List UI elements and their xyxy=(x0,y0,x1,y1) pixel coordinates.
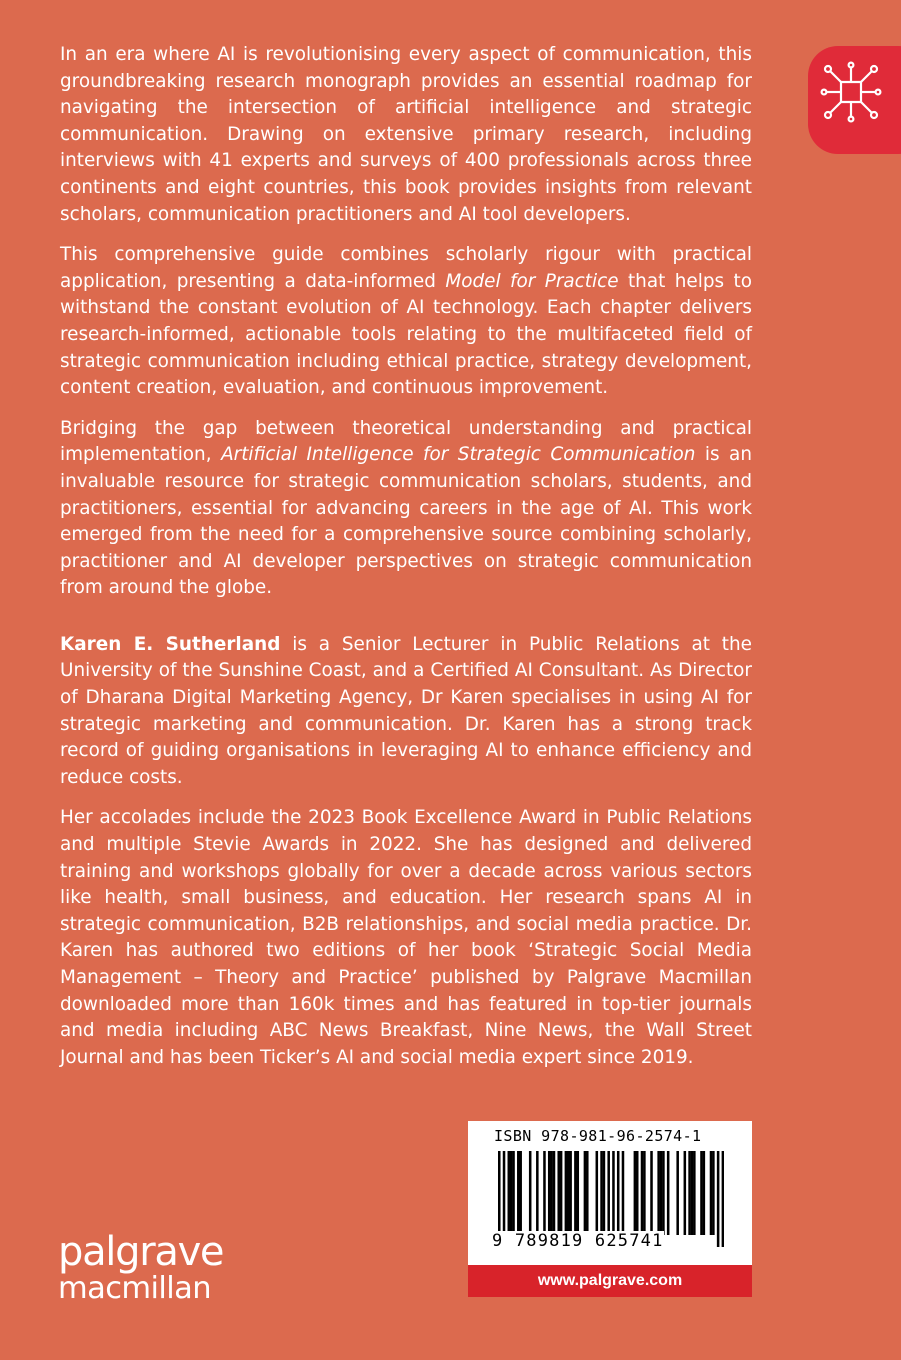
barcode-bar xyxy=(557,1151,560,1235)
barcode-bar xyxy=(543,1151,546,1235)
barcode-bar xyxy=(710,1151,713,1235)
barcode-bar xyxy=(536,1151,539,1235)
series-badge xyxy=(808,46,901,154)
barcode-bar xyxy=(662,1151,665,1235)
author-bio-paragraph-2: Her accolades include the 2023 Book Excellence Award in Public Relations and multiple Stevie Awards in 2022. She has designed and delivered training and workshops globally for over a decade across various sectors like health, small business, and education. Her research spans AI in strategic communication, B2B relationships, and social media practice. Dr. Karen has authored two editions of her book ‘Strategic Social Media Management – Theory and Practice’ published by Palgrave Macmillan downloaded more than 160k times and has featured in top-tier journals and media including ABC News Breakfast, Nine News, the Wall Street Journal and has been Ticker’s AI and social media expert since 2019. xyxy=(60,807,752,1068)
logo-palgrave: palgrave xyxy=(58,1229,224,1275)
barcode-bar xyxy=(567,1151,570,1235)
barcode-bar xyxy=(641,1151,644,1235)
barcode-bar xyxy=(512,1151,515,1235)
book-title: Artificial Intelligence for Strategic Communication xyxy=(221,444,696,466)
barcode-bar xyxy=(660,1151,663,1235)
back-cover-text xyxy=(60,42,752,1085)
author-name: Karen E. Sutherland xyxy=(60,633,281,655)
barcode-bar xyxy=(574,1151,577,1235)
barcode-bar xyxy=(508,1151,511,1235)
barcode-bar xyxy=(529,1151,532,1235)
author-bio-paragraph-1: Karen E. Sutherland is a Senior Lecturer in Public Relations at the University of the Sunshine Coast, and a Certified AI Consultant. As Director of Dharana Digital Marketing Agency, Dr Karen specialises in using AI for strategic marketing and communication. Dr. Karen has a strong track record of guiding organisations in leveraging AI to enhance efficiency and reduce costs. xyxy=(60,633,752,788)
barcode-bar xyxy=(636,1151,639,1235)
barcode-bar xyxy=(691,1151,694,1235)
barcode-bar xyxy=(676,1151,679,1235)
barcode-bar xyxy=(565,1151,568,1235)
description-paragraph-2: This comprehensive guide combines scholarly rigour with practical application, presenting a data-informed Model for Practice that helps to withstand the constant evolution of AI technology. Each chapter delivers research-informed, actionable tools relating to the multifaceted field of strategic communication including ethical practice, strategy development, content creation, evaluation, and continuous improvement. xyxy=(60,244,752,399)
barcode-bar xyxy=(553,1151,556,1235)
barcode-bar xyxy=(700,1151,703,1235)
barcode-bar xyxy=(622,1151,625,1235)
barcode-bar xyxy=(688,1151,691,1235)
model-for-practice-title: Model for Practice xyxy=(445,270,619,292)
description-paragraph-1: In an era where AI is revolutionising every aspect of communication, this groundbreaking research monograph provides an essential roadmap for navigating the intersection of artificial intelligence and strategic communication. Drawing on extensive primary research, including interviews with 41 experts and surveys of 400 professionals across three continents and eight countries, this book provides insights from relevant scholars, communication practitioners and AI tool developers. xyxy=(60,44,752,225)
barcode-bar xyxy=(722,1151,724,1247)
barcode-bar xyxy=(650,1151,653,1235)
description-paragraph-3: Bridging the gap between theoretical understanding and practical implementation, Artificial Intelligence for Strategic Communication is an invaluable resource for strategic communication scholars, students, and practitioners, essential for advancing careers in the age of AI. This work emerged from the need for a comprehensive source combining scholarly, practitioner and AI developer perspectives on strategic communication from around the globe. xyxy=(60,417,752,599)
barcode-bar xyxy=(684,1151,687,1235)
circuit-network-icon xyxy=(820,61,882,123)
barcode-bar xyxy=(569,1151,572,1235)
barcode-bar xyxy=(577,1151,580,1235)
barcode-bar xyxy=(703,1151,706,1235)
barcode-bar xyxy=(519,1151,522,1235)
isbn-label: ISBN 978-981-96-2574-1 xyxy=(494,1127,702,1145)
barcode-bar xyxy=(596,1151,599,1235)
barcode-bar xyxy=(717,1151,720,1247)
barcode-bar xyxy=(712,1151,715,1235)
barcode-bar xyxy=(550,1151,553,1235)
barcode-bar xyxy=(600,1151,603,1235)
barcode-bar xyxy=(586,1151,589,1235)
barcode-bar xyxy=(667,1151,670,1235)
barcode-bar xyxy=(643,1151,646,1235)
publisher-url: www.palgrave.com xyxy=(468,1265,752,1297)
barcode-bar xyxy=(560,1151,563,1235)
barcode-bar xyxy=(584,1151,587,1235)
palgrave-macmillan-logo xyxy=(58,1229,224,1306)
barcode-digits: 9 789819 625741 xyxy=(492,1231,664,1251)
barcode-bar xyxy=(517,1151,520,1235)
logo-macmillan: macmillan xyxy=(58,1271,211,1306)
barcode-bar xyxy=(693,1151,696,1235)
barcode-bar xyxy=(657,1151,660,1235)
barcode-bar xyxy=(510,1151,513,1235)
barcode-bar xyxy=(603,1151,606,1235)
barcode-bar xyxy=(634,1151,637,1235)
isbn-barcode-block xyxy=(468,1121,752,1297)
barcode-bar xyxy=(617,1151,620,1235)
barcode-bar xyxy=(548,1151,551,1235)
